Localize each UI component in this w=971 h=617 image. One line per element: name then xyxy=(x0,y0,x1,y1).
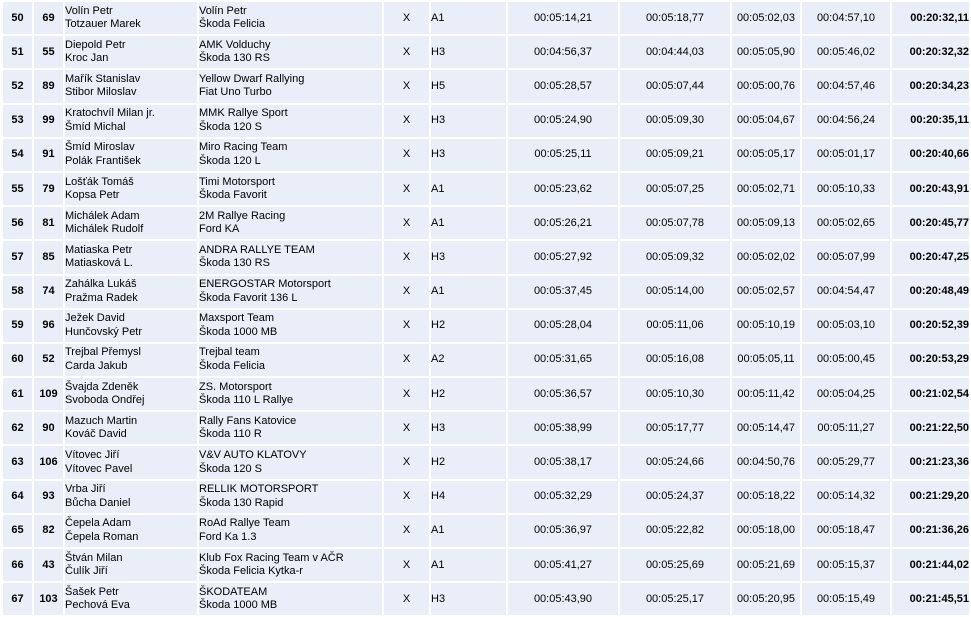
car-name: Škoda 120 L xyxy=(199,154,261,167)
start-number-cell: 93 xyxy=(34,481,63,513)
total-time-cell: 00:20:32,11 xyxy=(892,2,969,34)
stage-time-1: 00:05:43,90 xyxy=(508,583,618,615)
position-cell: 63 xyxy=(3,446,32,478)
table-row xyxy=(3,481,969,513)
team-name: 2M Rallye Racing xyxy=(199,209,286,222)
group-cell: H5 xyxy=(431,70,506,102)
table-row xyxy=(3,139,969,171)
group-cell: H3 xyxy=(431,139,506,171)
crew-cell xyxy=(65,481,197,513)
group-cell: A1 xyxy=(431,276,506,308)
stage-time-3: 00:05:11,42 xyxy=(732,378,800,410)
stage-time-2: 00:05:18,77 xyxy=(620,2,730,34)
driver-name: Matiaska Petr xyxy=(65,243,133,256)
stage-time-4: 00:05:14,32 xyxy=(802,481,890,513)
total-time-cell: 00:21:02,54 xyxy=(892,378,969,410)
team-name: V&V AUTO KLATOVY xyxy=(199,449,307,462)
team-car-cell xyxy=(199,105,382,137)
stage-time-3: 00:05:09,13 xyxy=(732,207,800,239)
class-cell: X xyxy=(384,36,429,68)
stage-time-1: 00:05:37,45 xyxy=(508,276,618,308)
position-cell: 51 xyxy=(3,36,32,68)
car-name: Škoda Favorit 136 L xyxy=(199,291,298,304)
team-name: Volín Petr xyxy=(199,4,247,17)
stage-time-2: 00:05:09,32 xyxy=(620,241,730,273)
table-row xyxy=(3,344,969,376)
total-time-cell: 00:21:23,36 xyxy=(892,446,969,478)
start-number-cell: 99 xyxy=(34,105,63,137)
codriver-name: Stibor Miloslav xyxy=(65,86,137,99)
position-cell: 67 xyxy=(3,583,32,615)
driver-name: Vítovec Jiří xyxy=(65,449,120,462)
stage-time-1: 00:04:56,37 xyxy=(508,36,618,68)
team-name: Miro Racing Team xyxy=(199,141,288,154)
stage-time-4: 00:05:03,10 xyxy=(802,310,890,342)
team-name: Yellow Dwarf Rallying xyxy=(199,72,305,85)
stage-time-3: 00:05:05,11 xyxy=(732,344,800,376)
stage-time-1: 00:05:28,57 xyxy=(508,70,618,102)
stage-time-3: 00:05:21,69 xyxy=(732,549,800,581)
codriver-name: Vítovec Pavel xyxy=(65,462,133,475)
total-time-cell: 00:21:22,50 xyxy=(892,412,969,444)
total-time-cell: 00:20:47,25 xyxy=(892,241,969,273)
team-car-cell xyxy=(199,515,382,547)
table-row xyxy=(3,173,969,205)
stage-time-1: 00:05:38,99 xyxy=(508,412,618,444)
codriver-name: Carda Jakub xyxy=(65,359,128,372)
class-cell: X xyxy=(384,446,429,478)
class-cell: X xyxy=(384,276,429,308)
team-name: RELLIK MOTORSPORT xyxy=(199,483,319,496)
codriver-name: Bůcha Daniel xyxy=(65,496,131,509)
team-car-cell xyxy=(199,549,382,581)
stage-time-4: 00:05:01,17 xyxy=(802,139,890,171)
crew-cell xyxy=(65,583,197,615)
team-name: Maxsport Team xyxy=(199,312,274,325)
group-cell: H2 xyxy=(431,446,506,478)
table-row xyxy=(3,276,969,308)
car-name: Škoda 130 Rapid xyxy=(199,496,284,509)
total-time-cell: 00:20:35,11 xyxy=(892,105,969,137)
start-number-cell: 85 xyxy=(34,241,63,273)
codriver-name: Šmíd Michal xyxy=(65,120,126,133)
stage-time-3: 00:05:04,67 xyxy=(732,105,800,137)
team-car-cell xyxy=(199,173,382,205)
group-cell: A2 xyxy=(431,344,506,376)
start-number-cell: 103 xyxy=(34,583,63,615)
team-car-cell xyxy=(199,446,382,478)
stage-time-2: 00:05:17,77 xyxy=(620,412,730,444)
stage-time-4: 00:04:57,10 xyxy=(802,2,890,34)
car-name: Škoda 120 S xyxy=(199,120,262,133)
stage-time-1: 00:05:25,11 xyxy=(508,139,618,171)
position-cell: 65 xyxy=(3,515,32,547)
stage-time-2: 00:05:14,00 xyxy=(620,276,730,308)
team-name: Klub Fox Racing Team v AČR xyxy=(199,551,344,564)
class-cell: X xyxy=(384,515,429,547)
codriver-name: Michálek Rudolf xyxy=(65,223,144,236)
total-time-cell: 00:21:44,02 xyxy=(892,549,969,581)
start-number-cell: 91 xyxy=(34,139,63,171)
codriver-name: Totzauer Marek xyxy=(65,18,141,31)
stage-time-1: 00:05:26,21 xyxy=(508,207,618,239)
group-cell: H3 xyxy=(431,36,506,68)
start-number-cell: 81 xyxy=(34,207,63,239)
stage-time-3: 00:05:20,95 xyxy=(732,583,800,615)
group-cell: H3 xyxy=(431,105,506,137)
team-name: Rally Fans Katovice xyxy=(199,414,297,427)
team-car-cell xyxy=(199,139,382,171)
stage-time-4: 00:05:10,33 xyxy=(802,173,890,205)
team-car-cell xyxy=(199,207,382,239)
team-name: Trejbal team xyxy=(199,346,260,359)
group-cell: A1 xyxy=(431,515,506,547)
car-name: Fiat Uno Turbo xyxy=(199,86,272,99)
start-number-cell: 90 xyxy=(34,412,63,444)
team-name: Timi Motorsport xyxy=(199,175,275,188)
crew-cell xyxy=(65,276,197,308)
stage-time-2: 00:05:16,08 xyxy=(620,344,730,376)
driver-name: Ježek David xyxy=(65,312,125,325)
team-name: MMK Rallye Sport xyxy=(199,107,288,120)
crew-cell xyxy=(65,515,197,547)
stage-time-1: 00:05:23,62 xyxy=(508,173,618,205)
total-time-cell: 00:21:36,26 xyxy=(892,515,969,547)
total-time-cell: 00:21:29,20 xyxy=(892,481,969,513)
stage-time-2: 00:05:25,69 xyxy=(620,549,730,581)
team-car-cell xyxy=(199,36,382,68)
stage-time-4: 00:05:15,37 xyxy=(802,549,890,581)
group-cell: H2 xyxy=(431,378,506,410)
codriver-name: Kováč David xyxy=(65,428,127,441)
group-cell: A1 xyxy=(431,2,506,34)
team-car-cell xyxy=(199,276,382,308)
codriver-name: Svoboda Ondřej xyxy=(65,394,145,407)
total-time-cell: 00:20:52,39 xyxy=(892,310,969,342)
crew-cell xyxy=(65,2,197,34)
team-name: ANDRA RALLYE TEAM xyxy=(199,243,315,256)
stage-time-4: 00:05:00,45 xyxy=(802,344,890,376)
total-time-cell: 00:20:48,49 xyxy=(892,276,969,308)
car-name: Škoda 110 R xyxy=(199,428,262,441)
team-car-cell xyxy=(199,378,382,410)
position-cell: 50 xyxy=(3,2,32,34)
stage-time-3: 00:05:02,02 xyxy=(732,241,800,273)
position-cell: 58 xyxy=(3,276,32,308)
group-cell: H3 xyxy=(431,583,506,615)
team-car-cell xyxy=(199,412,382,444)
driver-name: Štván Milan xyxy=(65,551,123,564)
crew-cell xyxy=(65,344,197,376)
team-name: AMK Volduchy xyxy=(199,38,271,51)
position-cell: 55 xyxy=(3,173,32,205)
position-cell: 57 xyxy=(3,241,32,273)
class-cell: X xyxy=(384,207,429,239)
stage-time-4: 00:05:02,65 xyxy=(802,207,890,239)
position-cell: 53 xyxy=(3,105,32,137)
car-name: Škoda Favorit xyxy=(199,189,267,202)
class-cell: X xyxy=(384,310,429,342)
table-row xyxy=(3,70,969,102)
class-cell: X xyxy=(384,2,429,34)
total-time-cell: 00:20:34,23 xyxy=(892,70,969,102)
driver-name: Trejbal Přemysl xyxy=(65,346,141,359)
start-number-cell: 109 xyxy=(34,378,63,410)
car-name: Škoda 1000 MB xyxy=(199,325,278,338)
group-cell: H2 xyxy=(431,310,506,342)
stage-time-4: 00:04:54,47 xyxy=(802,276,890,308)
position-cell: 59 xyxy=(3,310,32,342)
car-name: Škoda Felicia xyxy=(199,18,266,31)
stage-time-4: 00:05:04,25 xyxy=(802,378,890,410)
table-row xyxy=(3,446,969,478)
stage-time-4: 00:05:46,02 xyxy=(802,36,890,68)
stage-time-4: 00:05:29,77 xyxy=(802,446,890,478)
stage-time-3: 00:05:14,47 xyxy=(732,412,800,444)
driver-name: Zahálka Lukáš xyxy=(65,278,137,291)
team-name: ZS. Motorsport xyxy=(199,380,272,393)
codriver-name: Pražma Radek xyxy=(65,291,138,304)
stage-time-3: 00:05:02,57 xyxy=(732,276,800,308)
stage-time-1: 00:05:24,90 xyxy=(508,105,618,137)
table-row xyxy=(3,583,969,615)
stage-time-4: 00:05:15,49 xyxy=(802,583,890,615)
stage-time-2: 00:05:07,78 xyxy=(620,207,730,239)
class-cell: X xyxy=(384,378,429,410)
driver-name: Šašek Petr xyxy=(65,585,119,598)
team-car-cell xyxy=(199,481,382,513)
car-name: Ford Ka 1.3 xyxy=(199,530,257,543)
class-cell: X xyxy=(384,583,429,615)
codriver-name: Čulík Jiří xyxy=(65,565,108,578)
start-number-cell: 89 xyxy=(34,70,63,102)
start-number-cell: 106 xyxy=(34,446,63,478)
codriver-name: Matiasková L. xyxy=(65,257,133,270)
team-car-cell xyxy=(199,344,382,376)
start-number-cell: 79 xyxy=(34,173,63,205)
driver-name: Kratochvíl Milan jr. xyxy=(65,107,155,120)
stage-time-3: 00:04:50,76 xyxy=(732,446,800,478)
stage-time-1: 00:05:28,04 xyxy=(508,310,618,342)
crew-cell xyxy=(65,446,197,478)
total-time-cell: 00:21:45,51 xyxy=(892,583,969,615)
crew-cell xyxy=(65,173,197,205)
stage-time-4: 00:05:11,27 xyxy=(802,412,890,444)
crew-cell xyxy=(65,70,197,102)
driver-name: Švajda Zdeněk xyxy=(65,380,139,393)
car-name: Škoda 1000 MB xyxy=(199,599,278,612)
position-cell: 52 xyxy=(3,70,32,102)
driver-name: Diepold Petr xyxy=(65,38,126,51)
stage-time-3: 00:05:05,90 xyxy=(732,36,800,68)
codriver-name: Čepela Roman xyxy=(65,530,139,543)
table-row xyxy=(3,105,969,137)
crew-cell xyxy=(65,378,197,410)
stage-time-4: 00:04:56,24 xyxy=(802,105,890,137)
crew-cell xyxy=(65,310,197,342)
stage-time-4: 00:05:18,47 xyxy=(802,515,890,547)
stage-time-1: 00:05:27,92 xyxy=(508,241,618,273)
stage-time-1: 00:05:36,97 xyxy=(508,515,618,547)
group-cell: A1 xyxy=(431,549,506,581)
stage-time-2: 00:05:22,82 xyxy=(620,515,730,547)
stage-time-1: 00:05:32,29 xyxy=(508,481,618,513)
codriver-name: Polák František xyxy=(65,154,141,167)
start-number-cell: 55 xyxy=(34,36,63,68)
team-car-cell xyxy=(199,70,382,102)
total-time-cell: 00:20:45,77 xyxy=(892,207,969,239)
position-cell: 62 xyxy=(3,412,32,444)
stage-time-1: 00:05:14,21 xyxy=(508,2,618,34)
driver-name: Mařík Stanislav xyxy=(65,72,141,85)
stage-time-2: 00:05:07,44 xyxy=(620,70,730,102)
team-name: ŠKODATEAM xyxy=(199,585,268,598)
stage-time-3: 00:05:02,71 xyxy=(732,173,800,205)
group-cell: A1 xyxy=(431,173,506,205)
stage-time-3: 00:05:10,19 xyxy=(732,310,800,342)
table-row xyxy=(3,241,969,273)
table-row xyxy=(3,515,969,547)
car-name: Škoda 130 RS xyxy=(199,52,270,65)
stage-time-2: 00:05:09,21 xyxy=(620,139,730,171)
team-name: ENERGOSTAR Motorsport xyxy=(199,278,331,291)
total-time-cell: 00:20:32,32 xyxy=(892,36,969,68)
team-car-cell xyxy=(199,310,382,342)
codriver-name: Hunčovský Petr xyxy=(65,325,143,338)
driver-name: Mazuch Martin xyxy=(65,414,138,427)
position-cell: 61 xyxy=(3,378,32,410)
team-car-cell xyxy=(199,583,382,615)
table-row xyxy=(3,2,969,34)
position-cell: 64 xyxy=(3,481,32,513)
position-cell: 56 xyxy=(3,207,32,239)
codriver-name: Kopsa Petr xyxy=(65,189,120,202)
stage-time-1: 00:05:38,17 xyxy=(508,446,618,478)
position-cell: 66 xyxy=(3,549,32,581)
stage-time-1: 00:05:41,27 xyxy=(508,549,618,581)
stage-time-2: 00:04:44,03 xyxy=(620,36,730,68)
group-cell: A1 xyxy=(431,207,506,239)
stage-time-2: 00:05:09,30 xyxy=(620,105,730,137)
team-car-cell xyxy=(199,2,382,34)
total-time-cell: 00:20:53,29 xyxy=(892,344,969,376)
position-cell: 54 xyxy=(3,139,32,171)
driver-name: Michálek Adam xyxy=(65,209,140,222)
position-cell: 60 xyxy=(3,344,32,376)
codriver-name: Kroc Jan xyxy=(65,52,109,65)
crew-cell xyxy=(65,549,197,581)
start-number-cell: 82 xyxy=(34,515,63,547)
car-name: Škoda Felicia xyxy=(199,359,266,372)
car-name: Ford KA xyxy=(199,223,240,236)
stage-time-2: 00:05:07,25 xyxy=(620,173,730,205)
class-cell: X xyxy=(384,173,429,205)
crew-cell xyxy=(65,412,197,444)
table-row xyxy=(3,378,969,410)
group-cell: H3 xyxy=(431,412,506,444)
stage-time-2: 00:05:24,66 xyxy=(620,446,730,478)
stage-time-4: 00:05:07,99 xyxy=(802,241,890,273)
driver-name: Čepela Adam xyxy=(65,517,132,530)
crew-cell xyxy=(65,105,197,137)
crew-cell xyxy=(65,36,197,68)
start-number-cell: 52 xyxy=(34,344,63,376)
stage-time-2: 00:05:24,37 xyxy=(620,481,730,513)
car-name: Škoda 120 S xyxy=(199,462,262,475)
stage-time-3: 00:05:05,17 xyxy=(732,139,800,171)
stage-time-2: 00:05:11,06 xyxy=(620,310,730,342)
group-cell: H4 xyxy=(431,481,506,513)
car-name: Škoda 110 L Rallye xyxy=(199,394,294,407)
table-row xyxy=(3,310,969,342)
table-row xyxy=(3,36,969,68)
start-number-cell: 74 xyxy=(34,276,63,308)
class-cell: X xyxy=(384,241,429,273)
class-cell: X xyxy=(384,70,429,102)
crew-cell xyxy=(65,139,197,171)
stage-time-4: 00:04:57,46 xyxy=(802,70,890,102)
driver-name: Volín Petr xyxy=(65,4,113,17)
driver-name: Vrba Jiří xyxy=(65,483,106,496)
codriver-name: Pechová Eva xyxy=(65,599,130,612)
table-row xyxy=(3,412,969,444)
team-name: RoAd Rallye Team xyxy=(199,517,290,530)
driver-name: Lošťák Tomáš xyxy=(65,175,134,188)
start-number-cell: 96 xyxy=(34,310,63,342)
class-cell: X xyxy=(384,105,429,137)
class-cell: X xyxy=(384,412,429,444)
total-time-cell: 00:20:40,66 xyxy=(892,139,969,171)
class-cell: X xyxy=(384,344,429,376)
results-body xyxy=(3,2,969,615)
class-cell: X xyxy=(384,549,429,581)
group-cell: H3 xyxy=(431,241,506,273)
car-name: Škoda 130 RS xyxy=(199,257,270,270)
stage-time-1: 00:05:31,65 xyxy=(508,344,618,376)
crew-cell xyxy=(65,207,197,239)
driver-name: Šmíd Miroslav xyxy=(65,141,135,154)
start-number-cell: 43 xyxy=(34,549,63,581)
start-number-cell: 69 xyxy=(34,2,63,34)
stage-time-2: 00:05:10,30 xyxy=(620,378,730,410)
stage-time-2: 00:05:25,17 xyxy=(620,583,730,615)
team-car-cell xyxy=(199,241,382,273)
stage-time-3: 00:05:18,00 xyxy=(732,515,800,547)
table-row xyxy=(3,207,969,239)
stage-time-3: 00:05:00,76 xyxy=(732,70,800,102)
crew-cell xyxy=(65,241,197,273)
table-row xyxy=(3,549,969,581)
results-table xyxy=(1,0,971,617)
stage-time-1: 00:05:36,57 xyxy=(508,378,618,410)
class-cell: X xyxy=(384,481,429,513)
total-time-cell: 00:20:43,91 xyxy=(892,173,969,205)
class-cell: X xyxy=(384,139,429,171)
stage-time-3: 00:05:02,03 xyxy=(732,2,800,34)
car-name: Škoda Felicia Kytka-r xyxy=(199,565,303,578)
stage-time-3: 00:05:18,22 xyxy=(732,481,800,513)
